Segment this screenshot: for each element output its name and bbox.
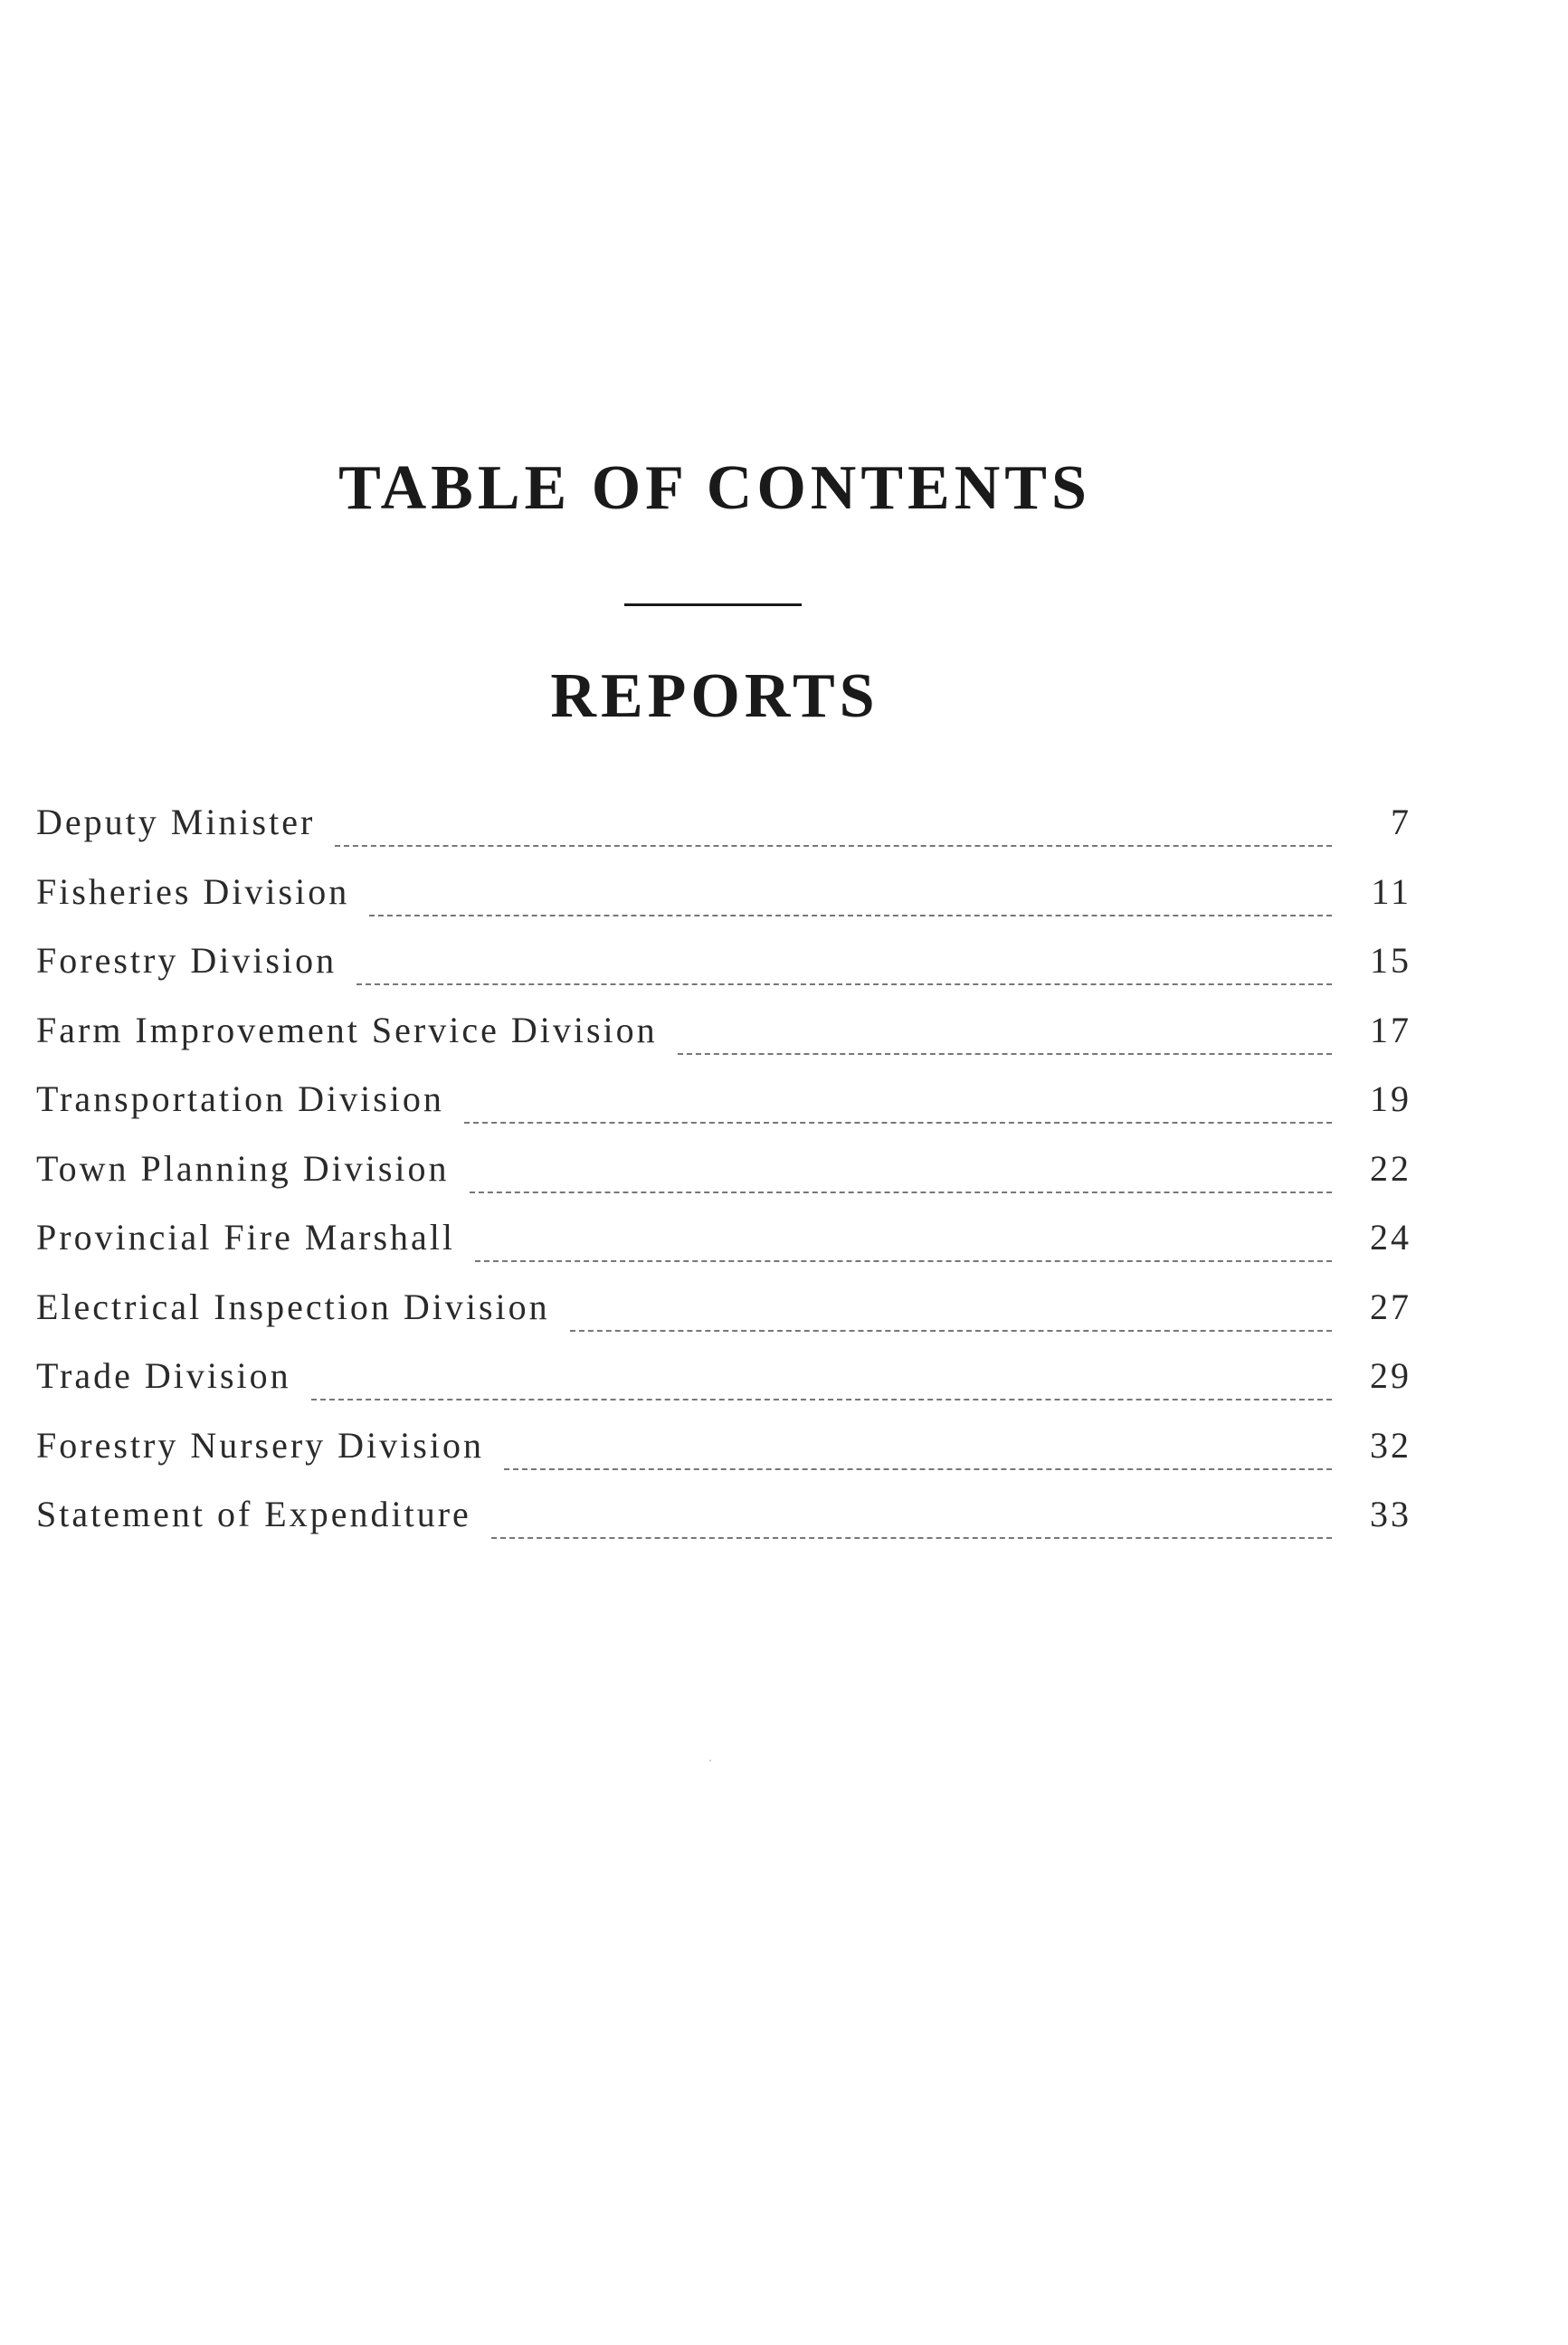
dot-leader [464,1122,1332,1124]
toc-entry-label: Deputy Minister [36,802,316,842]
toc-entry-label: Farm Improvement Service Division [36,1009,658,1050]
toc-entry-page-number: 24 [1370,1217,1411,1258]
toc-entry-page-number: 19 [1370,1078,1411,1119]
toc-entry-label: Forestry Division [36,940,337,981]
toc-entry-deputy-minister [36,801,1411,870]
dot-leader [311,1399,1332,1400]
table-of-contents-list [36,801,1411,1562]
toc-entry-page-number: 15 [1370,940,1411,981]
toc-entry-page-number: 32 [1370,1424,1411,1466]
dot-leader [678,1053,1332,1055]
toc-entry-statement-of-expenditure [36,1493,1411,1562]
dot-leader [470,1191,1332,1193]
toc-entry-page-number: 33 [1370,1494,1411,1534]
dot-leader [335,845,1332,847]
toc-entry-page-number: 29 [1370,1355,1411,1396]
toc-entry-page-number: 22 [1370,1147,1411,1189]
section-heading: REPORTS [550,661,879,731]
toc-entry-town-planning-division [36,1147,1411,1217]
toc-entry-label: Trade Division [36,1355,291,1396]
toc-entry-transportation-division [36,1078,1411,1147]
toc-entry-page-number: 17 [1370,1009,1411,1050]
toc-entry-electrical-inspection-division [36,1286,1411,1355]
dot-leader [491,1537,1332,1539]
toc-entry-label: Statement of Expenditure [36,1494,471,1534]
toc-entry-page-number: 11 [1371,870,1411,912]
toc-entry-forestry-division [36,939,1411,1009]
toc-entry-forestry-nursery-division [36,1424,1411,1494]
dot-leader [356,983,1332,985]
toc-entry-farm-improvement-service-division [36,1009,1411,1078]
toc-entry-label: Fisheries Division [36,870,350,912]
toc-entry-page-number: 7 [1391,802,1411,842]
toc-entry-fisheries-division [36,870,1411,940]
toc-entry-label: Transportation Division [36,1078,444,1119]
toc-entry-label: Forestry Nursery Division [36,1424,484,1466]
paper-speck [709,1760,711,1761]
dot-leader [369,915,1332,916]
toc-entry-trade-division [36,1354,1411,1424]
toc-entry-label: Provincial Fire Marshall [36,1217,456,1258]
toc-entry-page-number: 27 [1370,1286,1411,1327]
toc-entry-label: Town Planning Division [36,1147,450,1189]
dot-leader [504,1468,1332,1470]
title-divider [624,603,802,606]
page-title: TABLE OF CONTENTS [338,453,1091,523]
toc-entry-provincial-fire-marshall [36,1216,1411,1286]
dot-leader [475,1260,1332,1262]
toc-entry-label: Electrical Inspection Division [36,1286,550,1327]
dot-leader [570,1330,1332,1332]
